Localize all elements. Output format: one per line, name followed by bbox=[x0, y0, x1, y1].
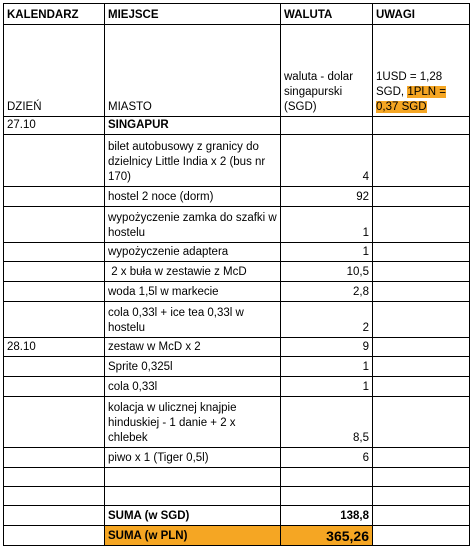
cell-note[interactable] bbox=[373, 338, 470, 357]
cell-note[interactable] bbox=[373, 526, 470, 546]
cell-day[interactable] bbox=[4, 357, 105, 377]
cell-value[interactable]: 10,5 bbox=[281, 262, 373, 282]
cell-day[interactable]: 27.10 bbox=[4, 117, 105, 135]
cell-place[interactable]: SINGAPUR bbox=[105, 117, 281, 135]
exchange-rate-pln: 1PLN = 0,37 SGD bbox=[376, 86, 446, 113]
cell-note[interactable] bbox=[373, 448, 470, 468]
header-uwagi[interactable]: UWAGI bbox=[373, 4, 470, 25]
cell-place[interactable]: bilet autobusowy z granicy do dzielnicy Little India x 2 (bus nr 170) bbox=[105, 135, 281, 187]
header-row bbox=[4, 4, 470, 25]
cell-value[interactable]: 1 bbox=[281, 377, 373, 397]
cell-place[interactable]: cola 0,33l bbox=[105, 377, 281, 397]
cell-place[interactable]: 2 x buła w zestawie z McD bbox=[105, 262, 281, 282]
cell-note[interactable] bbox=[373, 377, 470, 397]
cell-day[interactable]: 28.10 bbox=[4, 338, 105, 357]
cell-value[interactable]: 1 bbox=[281, 243, 373, 262]
table-row bbox=[4, 282, 470, 302]
table-row bbox=[4, 377, 470, 397]
table-row bbox=[4, 207, 470, 243]
cell-place[interactable]: cola 0,33l + ice tea 0,33l w hostelu bbox=[105, 302, 281, 338]
cell-place[interactable]: kolacja w ulicznej knajpie hinduskiej - 1 danie + 2 x chlebek bbox=[105, 397, 281, 448]
cell-value[interactable] bbox=[281, 117, 373, 135]
total-sgd-label[interactable]: SUMA (w SGD) bbox=[105, 506, 281, 526]
cell-place[interactable]: zestaw w McD x 2 bbox=[105, 338, 281, 357]
header-kalendarz[interactable]: KALENDARZ bbox=[4, 4, 105, 25]
cell-note[interactable] bbox=[373, 243, 470, 262]
cell-day[interactable] bbox=[4, 506, 105, 526]
cell-day[interactable] bbox=[4, 302, 105, 338]
table-row bbox=[4, 338, 470, 357]
total-sgd-value[interactable]: 138,8 bbox=[281, 506, 373, 526]
cell-value[interactable]: 1 bbox=[281, 357, 373, 377]
table-row bbox=[4, 448, 470, 468]
subheader-uwagi[interactable] bbox=[373, 25, 470, 117]
cell-value[interactable] bbox=[281, 468, 373, 487]
total-pln-row bbox=[4, 526, 470, 546]
cell-value[interactable]: 2,8 bbox=[281, 282, 373, 302]
cell-day[interactable] bbox=[4, 282, 105, 302]
cell-value[interactable]: 4 bbox=[281, 135, 373, 187]
cell-day[interactable] bbox=[4, 135, 105, 187]
cell-note[interactable] bbox=[373, 262, 470, 282]
cell-place[interactable]: piwo x 1 (Tiger 0,5l) bbox=[105, 448, 281, 468]
exchange-rate-usd: 1USD = 1,28 SGD, bbox=[376, 71, 443, 98]
cell-note[interactable] bbox=[373, 468, 470, 487]
cell-day[interactable] bbox=[4, 487, 105, 506]
header-miejsce[interactable]: MIEJSCE bbox=[105, 4, 281, 25]
expense-table bbox=[3, 3, 470, 546]
cell-value[interactable]: 2 bbox=[281, 302, 373, 338]
cell-value[interactable]: 6 bbox=[281, 448, 373, 468]
subheader-waluta[interactable]: waluta - dolar singapurski (SGD) bbox=[281, 25, 373, 117]
total-sgd-row bbox=[4, 506, 470, 526]
subheader-dzien[interactable]: DZIEŃ bbox=[4, 25, 105, 117]
table-row bbox=[4, 468, 470, 487]
cell-note[interactable] bbox=[373, 135, 470, 187]
cell-day[interactable] bbox=[4, 187, 105, 207]
subheader-row bbox=[4, 25, 470, 117]
header-waluta[interactable]: WALUTA bbox=[281, 4, 373, 25]
cell-note[interactable] bbox=[373, 357, 470, 377]
cell-note[interactable] bbox=[373, 302, 470, 338]
cell-day[interactable] bbox=[4, 526, 105, 546]
subheader-miasto[interactable]: MIASTO bbox=[105, 25, 281, 117]
cell-value[interactable]: 92 bbox=[281, 187, 373, 207]
cell-note[interactable] bbox=[373, 397, 470, 448]
cell-place[interactable]: hostel 2 noce (dorm) bbox=[105, 187, 281, 207]
cell-day[interactable] bbox=[4, 207, 105, 243]
cell-value[interactable]: 1 bbox=[281, 207, 373, 243]
cell-note[interactable] bbox=[373, 187, 470, 207]
table-row bbox=[4, 302, 470, 338]
cell-day[interactable] bbox=[4, 243, 105, 262]
cell-value[interactable]: 8,5 bbox=[281, 397, 373, 448]
cell-value[interactable] bbox=[281, 487, 373, 506]
cell-note[interactable] bbox=[373, 207, 470, 243]
table-row bbox=[4, 117, 470, 135]
cell-value[interactable]: 9 bbox=[281, 338, 373, 357]
table-row bbox=[4, 487, 470, 506]
table-row bbox=[4, 357, 470, 377]
cell-place[interactable]: wypożyczenie zamka do szafki w hostelu bbox=[105, 207, 281, 243]
cell-place[interactable]: wypożyczenie adaptera bbox=[105, 243, 281, 262]
cell-note[interactable] bbox=[373, 117, 470, 135]
table-row bbox=[4, 187, 470, 207]
table-row bbox=[4, 135, 470, 187]
cell-note[interactable] bbox=[373, 282, 470, 302]
cell-day[interactable] bbox=[4, 262, 105, 282]
table-row bbox=[4, 262, 470, 282]
cell-day[interactable] bbox=[4, 448, 105, 468]
cell-place[interactable]: woda 1,5l w markecie bbox=[105, 282, 281, 302]
table-row bbox=[4, 243, 470, 262]
cell-note[interactable] bbox=[373, 506, 470, 526]
cell-note[interactable] bbox=[373, 487, 470, 506]
cell-place[interactable]: Sprite 0,325l bbox=[105, 357, 281, 377]
table-row bbox=[4, 397, 470, 448]
cell-place[interactable] bbox=[105, 468, 281, 487]
cell-day[interactable] bbox=[4, 468, 105, 487]
total-pln-label[interactable]: SUMA (w PLN) bbox=[105, 526, 281, 546]
total-pln-value[interactable]: 365,26 bbox=[281, 526, 373, 546]
cell-day[interactable] bbox=[4, 397, 105, 448]
cell-day[interactable] bbox=[4, 377, 105, 397]
cell-place[interactable] bbox=[105, 487, 281, 506]
